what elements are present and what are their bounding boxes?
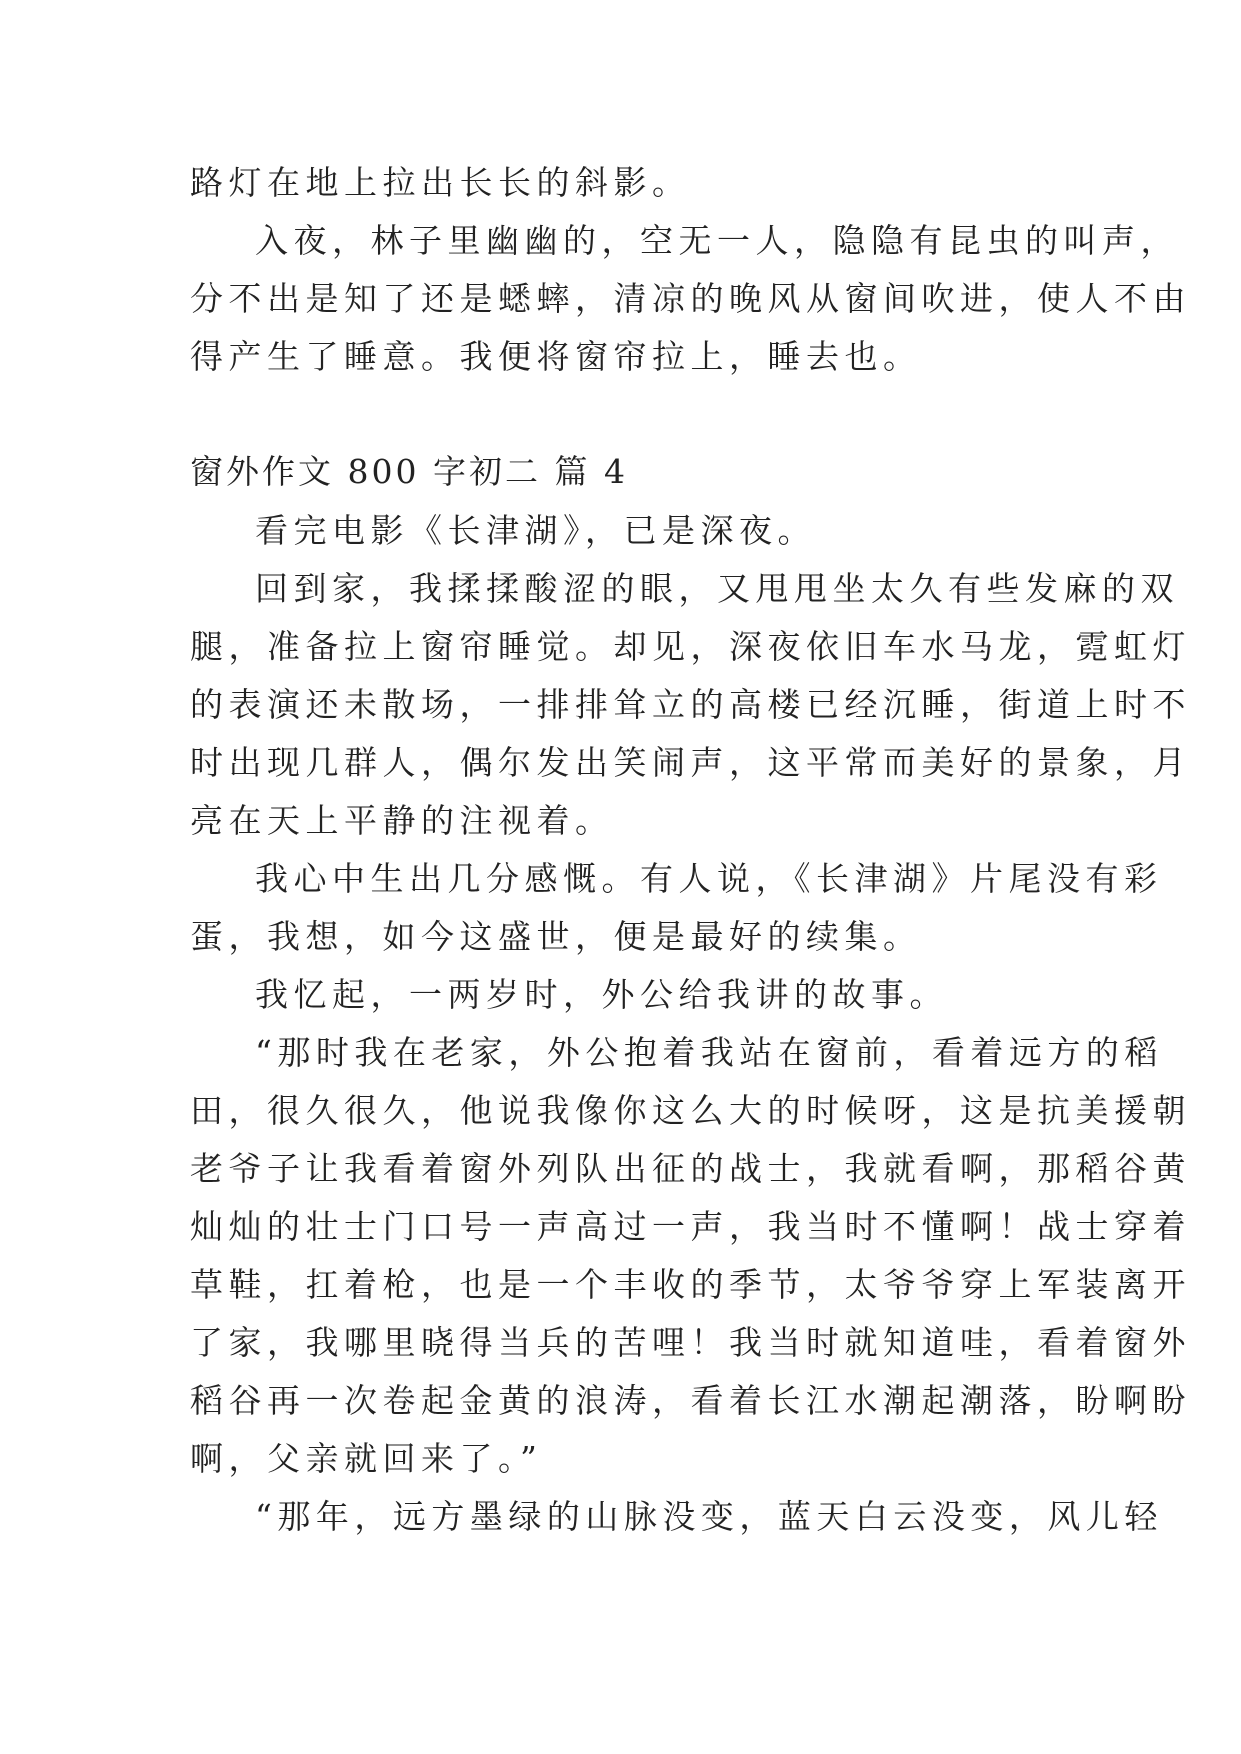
text-line: “那年，远方墨绿的山脉没变，蓝天白云没变，风儿轻 <box>255 1497 1163 1536</box>
text-line: 得产生了睡意。我便将窗帘拉上，睡去也。 <box>190 337 922 376</box>
text-line: 亮在天上平静的注视着。 <box>190 801 614 840</box>
text-line: 回到家，我揉揉酸涩的眼，又甩甩坐太久有些发麻的双 <box>255 569 1179 608</box>
text-line: 路灯在地上拉出长长的斜影。 <box>190 163 691 202</box>
text-line: 入夜，林子里幽幽的，空无一人，隐隐有昆虫的叫声， <box>255 221 1179 260</box>
text-line: 啊，父亲就回来了。” <box>190 1439 543 1478</box>
text-line: 老爷子让我看着窗外列队出征的战士，我就看啊，那稻谷黄 <box>190 1149 1191 1188</box>
text-line: 草鞋，扛着枪，也是一个丰收的季节，太爷爷穿上军装离开 <box>190 1265 1191 1304</box>
section-heading: 窗外作文 800 字初二 篇 4 <box>190 452 628 491</box>
text-line: “那时我在老家，外公抱着我站在窗前，看着远方的稻 <box>255 1033 1163 1072</box>
text-line: 腿，准备拉上窗帘睡觉。却见，深夜依旧车水马龙，霓虹灯 <box>190 627 1191 666</box>
text-line: 了家，我哪里晓得当兵的苦哩！我当时就知道哇，看着窗外 <box>190 1323 1191 1362</box>
text-line: 我忆起，一两岁时，外公给我讲的故事。 <box>255 975 948 1014</box>
text-line: 灿灿的壮士门口号一声高过一声，我当时不懂啊！战士穿着 <box>190 1207 1191 1246</box>
text-line: 的表演还未散场，一排排耸立的高楼已经沉睡，街道上时不 <box>190 685 1191 724</box>
text-line: 分不出是知了还是蟋蟀，清凉的晚风从窗间吹进，使人不由 <box>190 279 1191 318</box>
text-line: 看完电影《长津湖》，已是深夜。 <box>255 511 816 550</box>
text-line: 我心中生出几分感慨。有人说，《长津湖》片尾没有彩 <box>255 859 1163 898</box>
text-line: 田，很久很久，他说我像你这么大的时候呀，这是抗美援朝 <box>190 1091 1191 1130</box>
text-line: 稻谷再一次卷起金黄的浪涛，看着长江水潮起潮落，盼啊盼 <box>190 1381 1191 1420</box>
text-line: 时出现几群人，偶尔发出笑闹声，这平常而美好的景象，月 <box>190 743 1191 782</box>
text-line: 蛋，我想，如今这盛世，便是最好的续集。 <box>190 917 922 956</box>
